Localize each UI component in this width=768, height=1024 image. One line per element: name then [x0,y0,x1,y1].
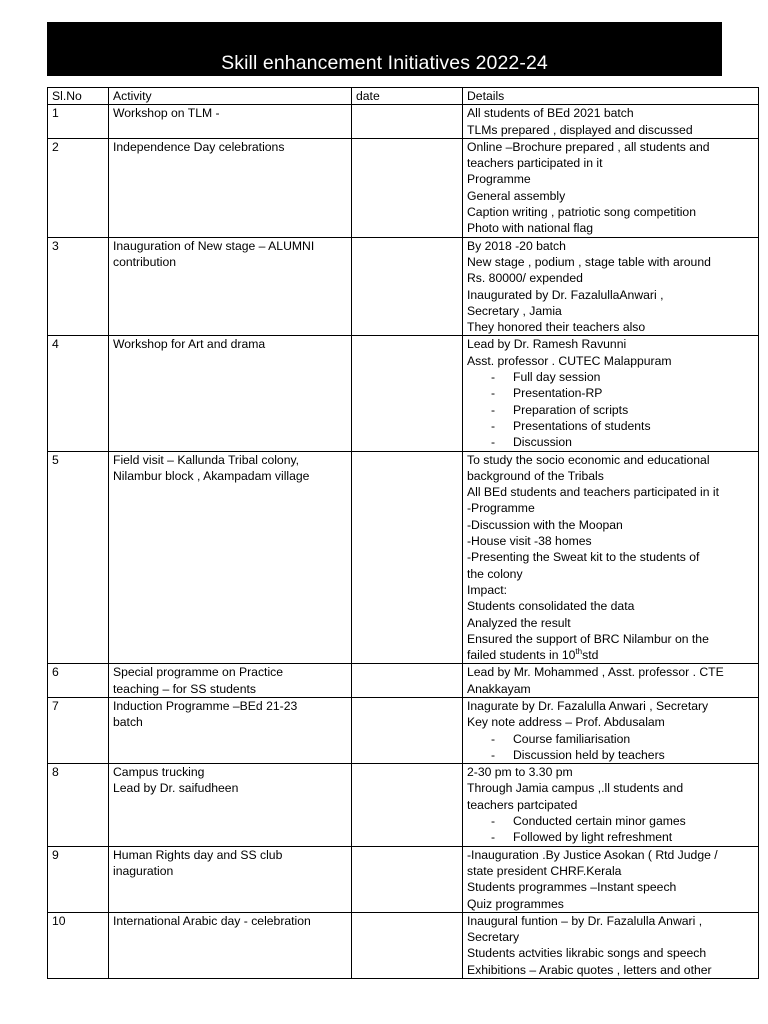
table-row [48,846,759,912]
bullet-dash: - [491,830,496,845]
cell-sl-no: 1 [48,105,109,139]
activity-line: Lead by Dr. saifudheen [113,781,239,796]
bullet-dash: - [491,731,496,746]
activity-line: Workshop on TLM - [113,106,220,121]
detail-line: state president CHRF.Kerala [467,863,622,878]
activity-line: Workshop for Art and drama [113,337,266,352]
table-row [48,664,759,698]
cell-date [352,846,463,912]
detail-bullet-item [467,829,754,845]
table-row [48,336,759,451]
detail-line: All BEd students and teachers participated in it [467,485,720,500]
cell-details [463,451,759,664]
cell-activity [109,764,352,846]
table-row [48,237,759,336]
detail-line: failed students in 10thstd [467,647,599,663]
bullet-text: Discussion held by teachers [513,747,665,762]
cell-sl-no: 6 [48,664,109,698]
cell-details [463,138,759,237]
detail-line: Exhibitions – Arabic quotes , letters and other [467,962,712,977]
cell-details [463,664,759,698]
activity-line: Inauguration of New stage – ALUMNI [113,238,315,253]
activity-line: Human Rights day and SS club [113,847,283,862]
header-details: Details [463,88,759,105]
activity-line: batch [113,715,143,730]
bullet-dash: - [491,370,496,385]
cell-details [463,846,759,912]
activity-line: contribution [113,254,177,269]
detail-line: By 2018 -20 batch [467,238,566,253]
table-header-row [48,88,759,105]
detail-line: Students consolidated the data [467,599,635,614]
detail-line: Programme [467,172,531,187]
detail-line: All students of BEd 2021 batch [467,106,634,121]
detail-line: TLMs prepared , displayed and discussed [467,122,693,137]
bullet-text: Conducted certain minor games [513,814,686,829]
detail-line: Caption writing , patriotic song competition [467,205,696,220]
cell-sl-no: 7 [48,697,109,763]
cell-details [463,105,759,139]
header-activity: Activity [109,88,352,105]
detail-line: Online –Brochure prepared , all students and [467,139,710,154]
bullet-dash: - [491,386,496,401]
detail-line: Photo with national flag [467,221,594,236]
detail-line: the colony [467,566,523,581]
detail-line: Secretary [467,930,520,945]
detail-bullet-item [467,418,754,434]
cell-date [352,237,463,336]
table-row [48,138,759,237]
cell-details [463,912,759,978]
cell-details [463,697,759,763]
detail-line: -Presenting the Sweat kit to the students of [467,550,700,565]
cell-activity [109,912,352,978]
detail-line: Rs. 80000/ expended [467,271,583,286]
table-body [48,105,759,979]
detail-line: Asst. professor . CUTEC Malappuram [467,353,672,368]
table-row [48,912,759,978]
cell-date [352,138,463,237]
detail-line: Inagurate by Dr. Fazalulla Anwari , Secretary [467,698,709,713]
cell-activity [109,697,352,763]
bullet-text: Discussion [513,435,572,450]
bullet-dash: - [491,435,496,450]
cell-sl-no: 4 [48,336,109,451]
table-row [48,697,759,763]
activity-line: Special programme on Practice [113,665,284,680]
cell-date [352,105,463,139]
detail-line: Lead by Mr. Mohammed , Asst. professor . CTE [467,665,724,680]
cell-sl-no: 3 [48,237,109,336]
cell-activity [109,664,352,698]
cell-sl-no: 5 [48,451,109,664]
cell-date [352,912,463,978]
bullet-text: Followed by light refreshment [513,830,673,845]
bullet-text: Presentations of students [513,418,651,433]
cell-date [352,664,463,698]
activity-line: inaguration [113,863,174,878]
detail-line: New stage , podium , stage table with around [467,254,711,269]
detail-line: Inaugurated by Dr. FazalullaAnwari , [467,287,664,302]
cell-sl-no: 10 [48,912,109,978]
detail-line: 2-30 pm to 3.30 pm [467,765,573,780]
detail-line: Impact: [467,582,507,597]
bullet-dash: - [491,402,496,417]
detail-line: Through Jamia campus ,.ll students and [467,781,684,796]
table-row [48,764,759,846]
detail-line: -Inauguration .By Justice Asokan ( Rtd Judge / [467,847,718,862]
activity-line: Induction Programme –BEd 21-23 [113,698,298,713]
detail-line: -Discussion with the Moopan [467,517,623,532]
detail-bullet-item [467,813,754,829]
detail-line: background of the Tribals [467,468,604,483]
detail-line: Ensured the support of BRC Nilambur on the [467,631,709,646]
detail-bullet-item [467,434,754,450]
detail-line: -House visit -38 homes [467,534,592,549]
header-sl-no: Sl.No [48,88,109,105]
cell-date [352,336,463,451]
activity-line: Nilambur block , Akampadam village [113,468,310,483]
activity-line: Independence Day celebrations [113,139,285,154]
cell-date [352,764,463,846]
bullet-text: Presentation-RP [513,386,603,401]
bullet-dash: - [491,418,496,433]
document-title-bar [47,22,722,76]
detail-line: Quiz programmes [467,896,564,911]
detail-line: Anakkayam [467,681,531,696]
detail-line: Key note address – Prof. Abdusalam [467,715,665,730]
detail-line: Analyzed the result [467,615,571,630]
detail-bullet-item [467,369,754,385]
cell-activity [109,846,352,912]
bullet-text: Full day session [513,370,601,385]
activity-line: Field visit – Kallunda Tribal colony, [113,452,300,467]
cell-activity [109,336,352,451]
table-row [48,105,759,139]
cell-activity [109,105,352,139]
detail-line: Inaugural funtion – by Dr. Fazalulla Anwari , [467,913,703,928]
detail-line: General assembly [467,188,566,203]
bullet-text: Course familiarisation [513,731,631,746]
detail-line: Students actvities likrabic songs and speech [467,946,707,961]
document-title: Skill enhancement Initiatives 2022-24 [221,52,548,74]
cell-details [463,237,759,336]
detail-bullet-item [467,385,754,401]
cell-sl-no: 8 [48,764,109,846]
cell-details [463,764,759,846]
cell-activity [109,451,352,664]
superscript: th [575,647,583,657]
detail-line: They honored their teachers also [467,320,646,335]
detail-line: teachers partcipated [467,797,578,812]
detail-line: Secretary , Jamia [467,303,562,318]
activity-line: Campus trucking [113,765,205,780]
detail-line: To study the socio economic and educational [467,452,710,467]
cell-sl-no: 9 [48,846,109,912]
detail-line: Students programmes –Instant speech [467,880,677,895]
detail-bullet-item [467,747,754,763]
cell-details [463,336,759,451]
bullet-dash: - [491,747,496,762]
activity-line: teaching – for SS students [113,681,256,696]
detail-bullet-item [467,731,754,747]
cell-date [352,451,463,664]
bullet-text: Preparation of scripts [513,402,629,417]
cell-activity [109,138,352,237]
detail-line: teachers participated in it [467,156,603,171]
cell-sl-no: 2 [48,138,109,237]
activity-line: International Arabic day - celebration [113,913,311,928]
detail-bullet-item [467,402,754,418]
cell-activity [109,237,352,336]
detail-line: -Programme [467,501,535,516]
table-row [48,451,759,664]
bullet-dash: - [491,814,496,829]
detail-line: Lead by Dr. Ramesh Ravunni [467,337,627,352]
header-date: date [352,88,463,105]
cell-date [352,697,463,763]
initiatives-table [47,87,759,979]
